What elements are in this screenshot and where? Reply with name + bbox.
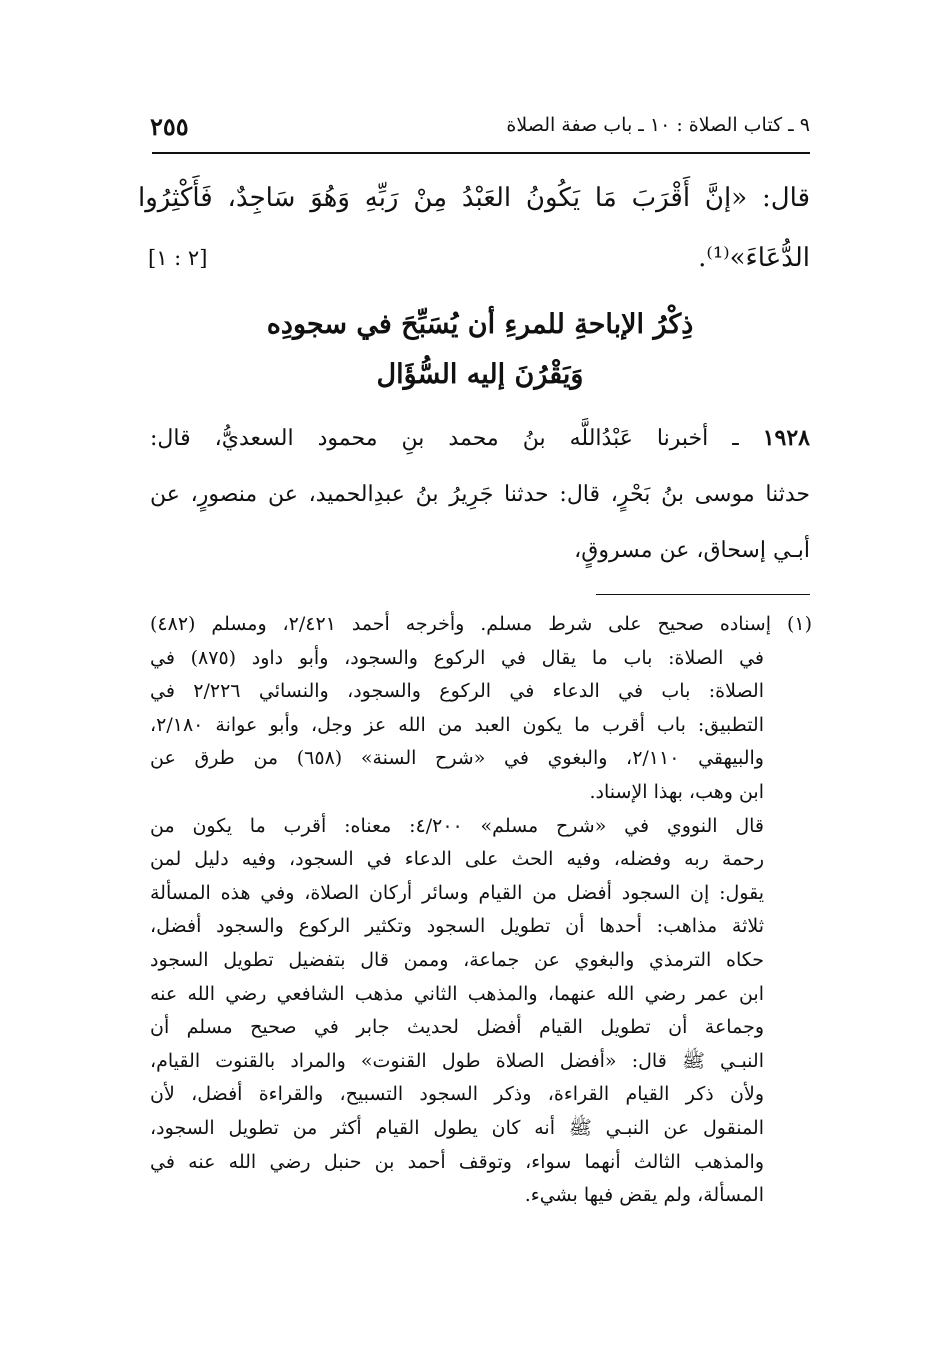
footnote-1-line-4: التطبيق: باب أقرب ما يكون العبد من الله عز وجل، وأبو عوانة ٢/١٨٠، xyxy=(150,713,764,736)
footnote-2-line-10: المنقول عن النبـي ﷺ أنه كان يطول القيام أكثر من تطويل السجود، xyxy=(150,1116,764,1139)
footnotes xyxy=(150,608,812,1213)
running-header xyxy=(150,112,810,146)
hadith-citation: [٢ : ١] xyxy=(148,246,208,270)
footnote-2-line-7: وجماعة أن تطويل القيام أفضل لحديث جابر في صحيح مسلم أن xyxy=(150,1016,764,1039)
isnad-line-1 xyxy=(150,410,810,467)
isnad-line-3: أبـي إسحاق، عن مسروقٍ، xyxy=(574,538,810,563)
isnad-paragraph xyxy=(150,410,810,579)
footnote-2-line-1: قال النووي في «شرح مسلم» ٤/٢٠٠: معناه: أقرب ما يكون من xyxy=(150,814,764,837)
page-number: ٢٥٥ xyxy=(150,112,189,141)
footnote-1-line-6: ابن وهب، بهذا الإسناد. xyxy=(589,780,764,803)
footnote-2-line-3: يقول: إن السجود أفضل من القيام وسائر أركان الصلاة، وفي هذه المسألة xyxy=(150,881,764,904)
hadith-number: ١٩٢٨ xyxy=(762,425,810,451)
footnote-1-line-3: الصلاة: باب في الدعاء في الركوع والسجود، والنسائي ٢/٢٢٦ في xyxy=(150,680,764,703)
heading-line-2: وَيَقْرُنَ إليه السُّؤَال xyxy=(376,359,584,390)
hadith-line-1: قال: «إنَّ أَقْرَبَ مَا يَكُونُ العَبْدُ مِنْ رَبِّهِ وَهُوَ سَاجِدٌ، فَأَكْثِرُوا xyxy=(138,183,810,213)
hadith-line-2-text: الدُّعَاءَ»⁽¹⁾. xyxy=(698,243,810,273)
footnote-2-line-4: ثلاثة مذاهب: أحدها أن تطويل السجود وتكثير الركوع والسجود أفضل، xyxy=(150,915,764,938)
footnote-1-line-5: والبيهقي ٢/١١٠، والبغوي في «شرح السنة» (٦٥٨) من طرق عن xyxy=(150,747,764,770)
isnad-line-1-text: ـ أخبرنا عَبْدُاللَّه بنُ محمد بنِ محمود السعديُّ، قال: xyxy=(150,426,763,451)
footnote-2-line-12: المسألة، ولم يقض فيها بشيء. xyxy=(524,1184,764,1207)
hadith-text xyxy=(138,168,810,288)
footnote-1-line-1-text: إسناده صحيح على شرط مسلم. وأخرجه أحمد ٢/٤٢١، ومسلم (٤٨٢) xyxy=(150,613,787,635)
footnote-divider xyxy=(596,594,810,595)
footnote-2-line-2: رحمة ربه وفضله، وفيه الحث على الدعاء في السجود، وفيه دليل لمن xyxy=(150,848,764,871)
footnote-2-line-11: والمذهب الثالث أنهما سواء، وتوقف أحمد بن حنبل رضي الله عنه في xyxy=(150,1150,764,1173)
footnote-2-line-5: حكاه الترمذي والبغوي عن جماعة، وممن قال بتفضيل تطويل السجود xyxy=(150,948,764,971)
section-heading xyxy=(150,300,810,400)
footnote-2-line-6: ابن عمر رضي الله عنهما، والمذهب الثاني مذهب الشافعي رضي الله عنه xyxy=(150,982,764,1005)
hadith-line-2 xyxy=(138,228,810,288)
footnote-1-line-1 xyxy=(150,608,812,642)
footnote-1-line-2: في الصلاة: باب ما يقال في الركوع والسجود، وأبو داود (٨٧٥) في xyxy=(150,646,765,669)
heading-line-1: ذِكْرُ الإباحةِ للمرءِ أن يُسَبِّحَ في سجودِه xyxy=(266,309,694,340)
footnote-2-line-9: ولأن ذكر القيام القراءة، وذكر السجود التسبيح، والقراءة أفضل، لأن xyxy=(150,1083,764,1106)
footnote-marker: (١) xyxy=(786,613,812,635)
footnote-2-line-8: النبـي ﷺ قال: «أفضل الصلاة طول القنوت» والمراد بالقنوت القيام، xyxy=(150,1049,764,1072)
isnad-line-2: حدثنا موسى بنُ بَحْرٍ، قال: حدثنا جَرِيرُ بنُ عبدِالحميد، عن منصورٍ، عن xyxy=(150,482,810,507)
chapter-title: ٩ ـ كتاب الصلاة : ١٠ ـ باب صفة الصلاة xyxy=(506,114,810,136)
header-divider xyxy=(152,152,810,154)
